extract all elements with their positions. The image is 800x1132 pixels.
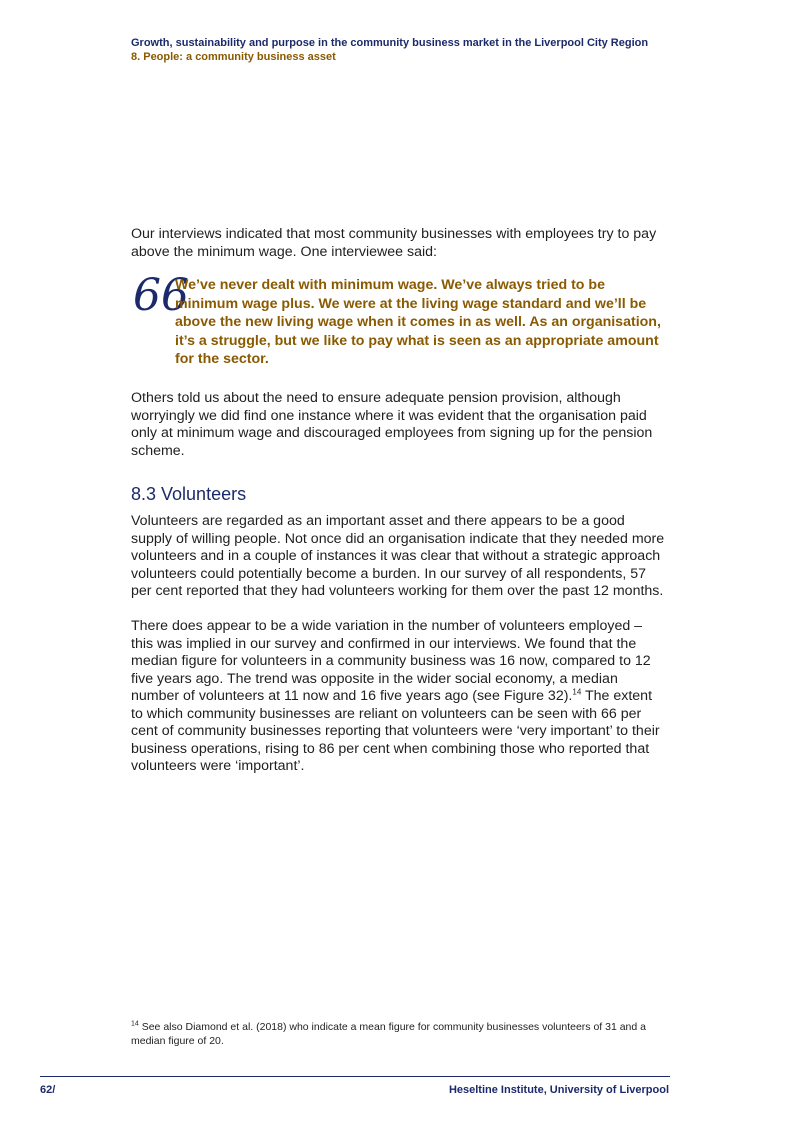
volunteers-paragraph-2	[131, 618, 666, 776]
pension-text: Others told us about the need to ensure adequate pension provision, although worryingly we did find one instance where it was evident that the organisation paid only at minimum wage and discouraged employees from signing up for the pension scheme.	[131, 390, 653, 459]
volunteers-text-1: Volunteers are regarded as an important asset and there appears to be a good supply of willing people. Not once did an organisation indicate that they needed more volunteers and in a couple of instances it was clear that without a strategic approach volunteers could potentially become a burden. In our survey of all respondents, 57 per cent reported that they had volunteers working for them over the past 12 months.	[131, 513, 665, 599]
section-heading: 8.3 Volunteers	[131, 484, 247, 504]
footnote	[131, 1020, 671, 1048]
running-header	[131, 36, 691, 64]
intro-paragraph	[131, 226, 666, 261]
volunteers-paragraph-1	[131, 513, 666, 601]
publisher-name: Heseltine Institute, University of Liverpool	[448, 1084, 669, 1096]
intro-text: Our interviews indicated that most community businesses with employees try to pay above the minimum wage. One interviewee said:	[131, 226, 657, 260]
pension-paragraph	[131, 390, 666, 460]
volunteers-text-2a: There does appear to be a wide variation in the number of volunteers employed – this was implied in our survey and confirmed in our interviews. We found that the median figure for volunteers in a community business was 16 now, compared to 12 five years ago. The trend was opposite in the wider social economy, a median number of volunteers at 11 now and 16 five years ago (see Figure 32).	[131, 618, 651, 704]
volunteers-text-2b: The extent to which community businesses are reliant on volunteers can be seen with 66 per cent of community businesses reporting that volunteers were ‘very important’ to their business operations, rising to 86 per cent when combining those who reported that volunteers were ‘important’.	[131, 688, 660, 774]
quote-mark-icon: 66	[133, 270, 189, 321]
document-title: Growth, sustainability and purpose in the community business market in the Liverpool City Region	[131, 37, 649, 49]
footnote-text: See also Diamond et al. (2018) who indicate a mean figure for community businesses volunteers of 31 and a median figure of 20.	[131, 1021, 646, 1047]
page-number: 62/	[40, 1084, 56, 1096]
footnote-number: 14	[131, 1020, 139, 1028]
volunteers-text-2	[131, 618, 666, 776]
chapter-title: 8. People: a community business asset	[131, 51, 336, 63]
footnote-reference[interactable]: 14	[572, 687, 582, 697]
interviewee-quote: We’ve never dealt with minimum wage. We’ve always tried to be minimum wage plus. We were at the living wage standard and we’ll be above the new living wage when it comes in as well. As an organisation, it’s a struggle, but we like to pay what is seen as an appropriate amount for the sector.	[175, 277, 661, 367]
footer-divider	[40, 1076, 670, 1077]
